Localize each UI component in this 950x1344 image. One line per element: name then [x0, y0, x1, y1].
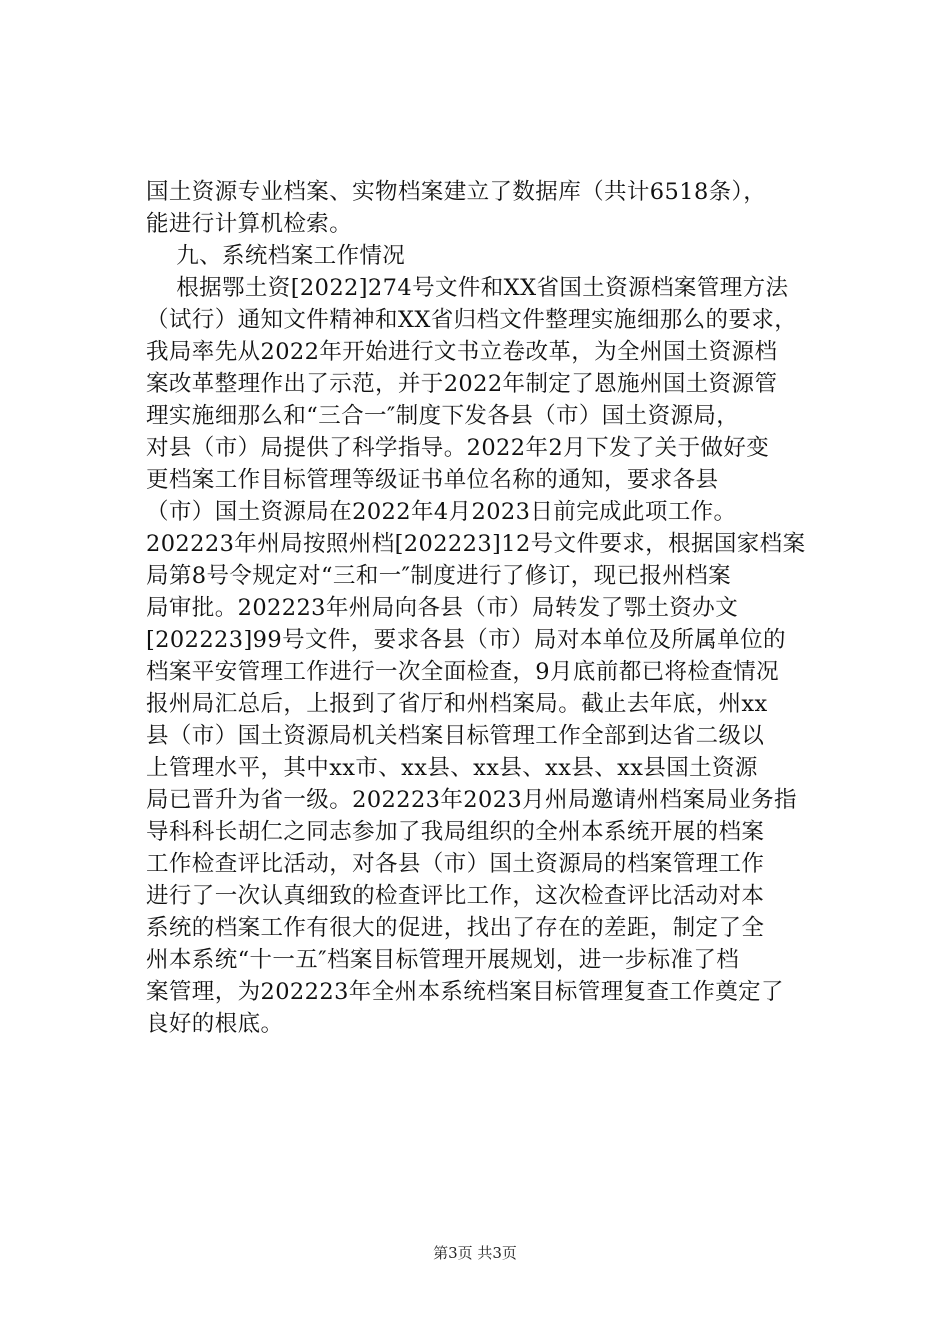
text-line: （市）国土资源局在2022年4月2023日前完成此项工作。 [146, 499, 737, 525]
page-number: 第3页 共3页 [433, 1244, 517, 1262]
text-line: 国土资源专业档案、实物档案建立了数据库（共计6518条）， [146, 179, 767, 205]
text-line: 导科科长胡仁之同志参加了我局组织的全州本系统开展的档案 [146, 819, 765, 845]
text-line: 州本系统“十一五″档案目标管理开展规划，进一步标准了档 [146, 947, 740, 973]
text-line: 进行了一次认真细致的检查评比工作，这次检查评比活动对本 [146, 883, 765, 909]
text-line: 上管理水平，其中xx市、xx县、xx县、xx县、xx县国土资源 [146, 755, 758, 781]
text-line: 理实施细那么和“三合一″制度下发各县（市）国土资源局， [146, 403, 740, 429]
text-line: 工作检查评比活动，对各县（市）国土资源局的档案管理工作 [146, 851, 765, 877]
text-line: 我局率先从2022年开始进行文书立卷改革，为全州国土资源档 [146, 339, 778, 365]
text-line: 局第8号令规定对“三和一″制度进行了修订，现已报州档案 [146, 563, 732, 589]
text-line: 案改革整理作出了示范，并于2022年制定了恩施州国土资源管 [146, 371, 778, 397]
text-line: 良好的根底。 [146, 1011, 284, 1037]
text-line: 案管理，为202223年全州本系统档案目标管理复查工作奠定了 [146, 979, 784, 1005]
body-text [146, 176, 836, 1040]
text-line: 局已晋升为省一级。202223年2023月州局邀请州档案局业务指 [146, 787, 797, 813]
text-line: 根据鄂土资[2022]274号文件和XX省国土资源档案管理方法 [146, 275, 789, 301]
text-line: 局审批。202223年州局向各县（市）局转发了鄂土资办文 [146, 595, 739, 621]
text-line: 202223年州局按照州档[202223]12号文件要求，根据国家档案 [146, 531, 806, 557]
text-line: 更档案工作目标管理等级证书单位名称的通知，要求各县 [146, 467, 719, 493]
section-heading: 九、系统档案工作情况 [146, 243, 406, 269]
text-line: 能进行计算机检索。 [146, 211, 353, 237]
text-line: 对县（市）局提供了科学指导。2022年2月下发了关于做好变 [146, 435, 770, 461]
text-line: 县（市）国土资源局机关档案目标管理工作全部到达省二级以 [146, 723, 765, 749]
text-line: 档案平安管理工作进行一次全面检查，9月底前都已将检查情况 [146, 659, 780, 685]
text-line: 系统的档案工作有很大的促进，找出了存在的差距，制定了全 [146, 915, 765, 941]
text-line: [202223]99号文件，要求各县（市）局对本单位及所属单位的 [146, 627, 786, 653]
text-line: （试行）通知文件精神和XX省归档文件整理实施细那么的要求， [146, 307, 798, 333]
text-line: 报州局汇总后，上报到了省厅和州档案局。截止去年底，州xx [146, 691, 768, 717]
page-footer [0, 1243, 950, 1263]
